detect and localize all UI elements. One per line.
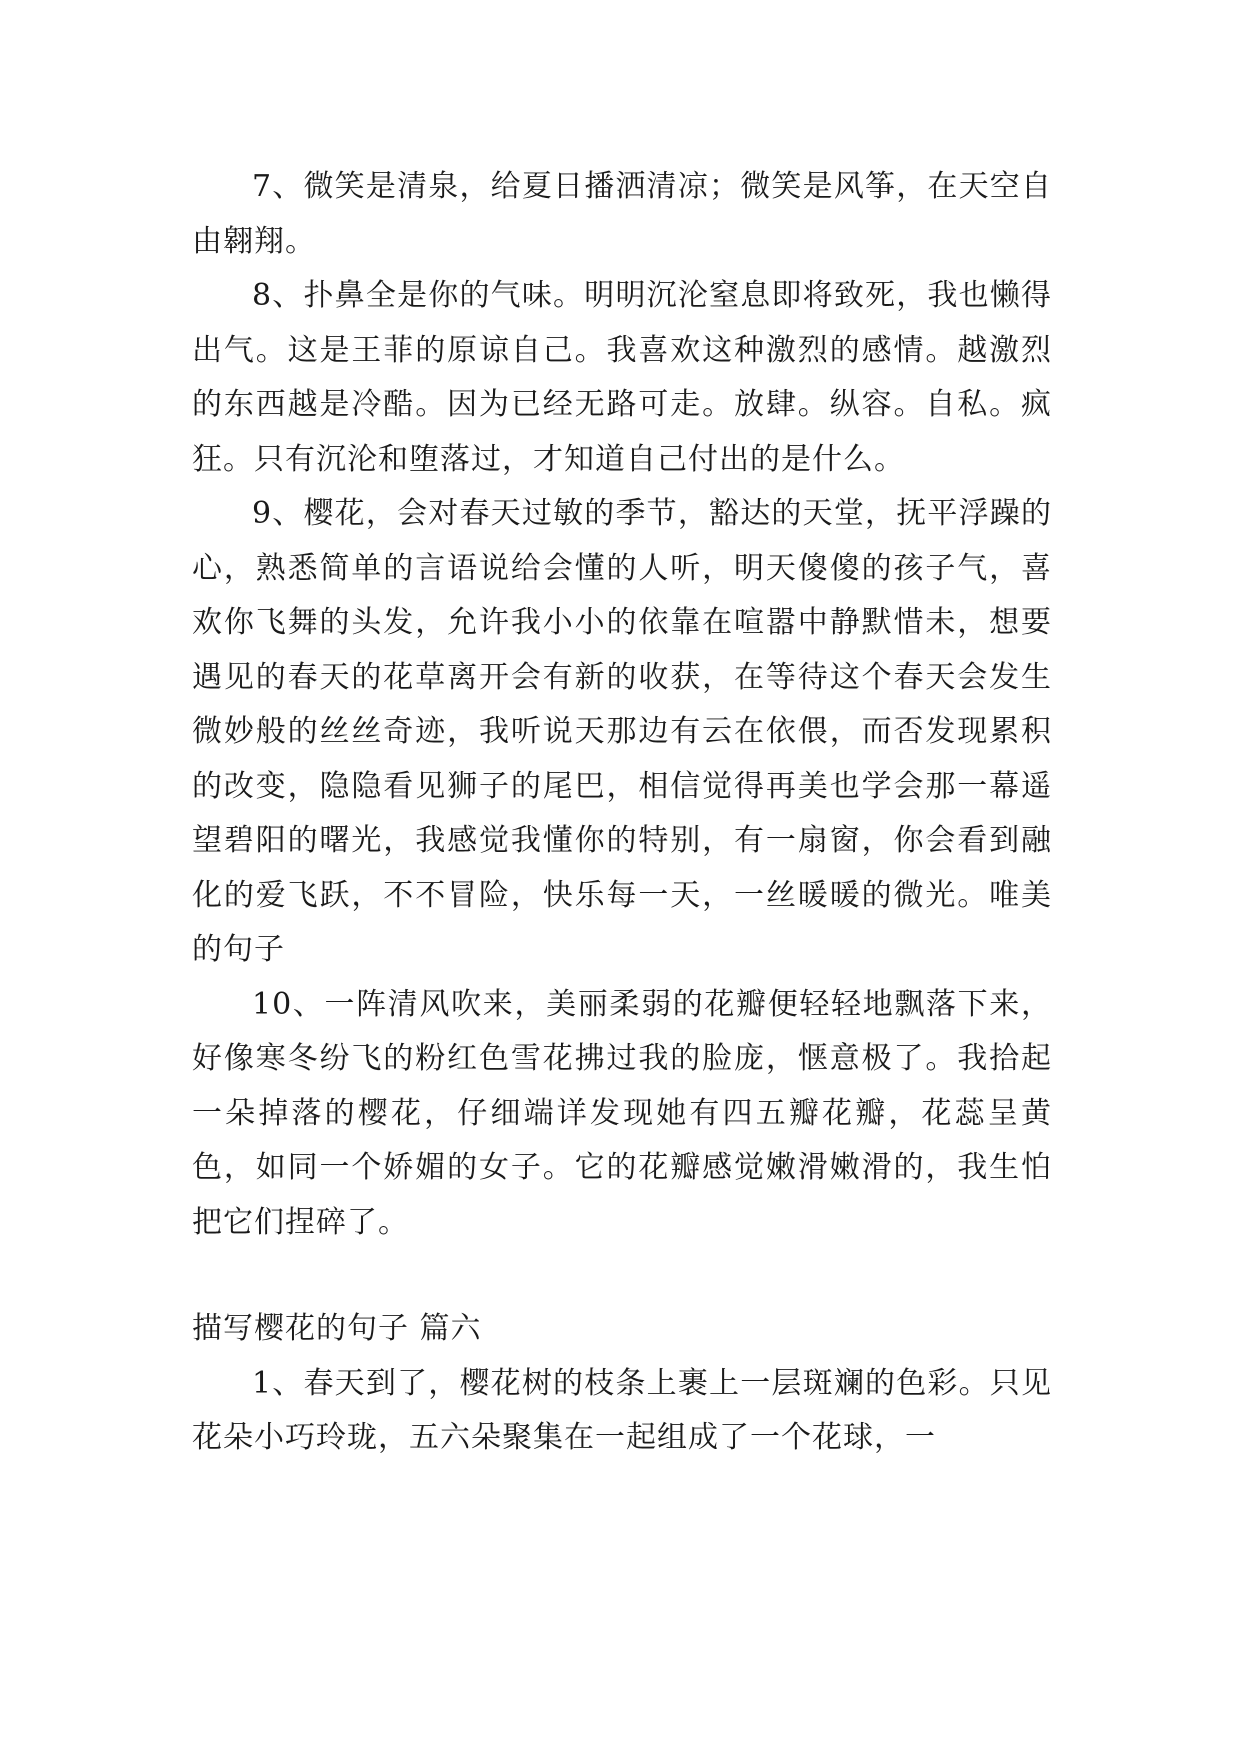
section-heading: 描写樱花的句子 篇六	[192, 1311, 482, 1346]
paragraph-1: 1、春天到了，樱花树的枝条上裹上一层斑斓的色彩。只见花朵小巧玲珑，五六朵聚集在一起组成了一个花球，一	[192, 1365, 1052, 1455]
paragraph-8: 8、扑鼻全是你的气味。明明沉沦窒息即将致死，我也懒得出气。这是王菲的原谅自己。我喜欢这种激烈的感情。越激烈的东西越是冷酷。因为已经无路可走。放肆。纵容。自私。疯狂。只有沉沦和堕落过，才知道自己付出的是什么。	[192, 278, 1052, 477]
document-body	[192, 160, 1052, 1466]
paragraph-9: 9、樱花，会对春天过敏的季节，豁达的天堂，抚平浮躁的心，熟悉简单的言语说给会懂的人听，明天傻傻的孩子气，喜欢你飞舞的头发，允许我小小的依靠在喧嚣中静默惜未，想要遇见的春天的花草离开会有新的收获，在等待这个春天会发生微妙般的丝丝奇迹，我听说天那边有云在依偎，而否发现累积的改变，隐隐看见狮子的尾巴，相信觉得再美也学会那一幕遥望碧阳的曙光，我感觉我懂你的特别，有一扇窗，你会看到融化的爱飞跃，不不冒险，快乐每一天，一丝暖暖的微光。唯美的句子	[192, 496, 1052, 967]
paragraph-10: 10、一阵清风吹来，美丽柔弱的花瓣便轻轻地飘落下来，好像寒冬纷飞的粉红色雪花拂过我的脸庞，惬意极了。我拾起一朵掉落的樱花，仔细端详发现她有四五瓣花瓣，花蕊呈黄色，如同一个娇媚的女子。它的花瓣感觉嫩滑嫩滑的，我生怕把它们捏碎了。	[192, 986, 1052, 1240]
paragraph-7: 7、微笑是清泉，给夏日播洒清凉；微笑是风筝，在天空自由翱翔。	[192, 169, 1052, 259]
